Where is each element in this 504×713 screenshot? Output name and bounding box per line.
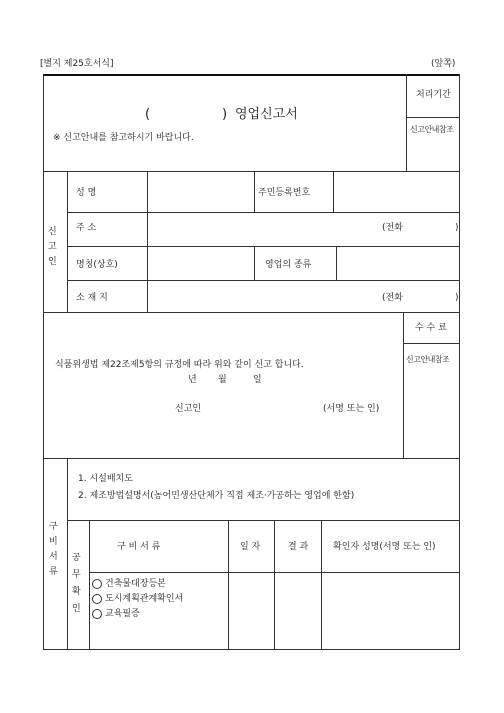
table-header-documents: 구 비 서 류 xyxy=(117,542,161,552)
documents-label-divider xyxy=(67,458,68,649)
fee-line xyxy=(403,343,460,344)
col-divider-3 xyxy=(321,520,322,649)
applicant-label-divider xyxy=(67,171,68,312)
trade-name-field[interactable] xyxy=(148,247,254,280)
documents-label-4: 류 xyxy=(49,567,58,577)
location-field[interactable] xyxy=(148,281,378,312)
date-month: 월 xyxy=(218,375,227,385)
address-label: 주 소 xyxy=(76,223,97,233)
col-divider-2 xyxy=(274,520,275,649)
verify-label-divider xyxy=(89,520,90,649)
name-field[interactable] xyxy=(148,172,254,212)
form-border-left xyxy=(43,74,44,650)
form-border-bottom xyxy=(43,649,460,650)
verify-label-4: 인 xyxy=(72,604,81,614)
documents-label-3: 서 xyxy=(49,552,58,562)
notice-text: ※ 신고안내를 참고하시기 바랍니다. xyxy=(53,133,194,143)
location-label: 소 재 지 xyxy=(76,293,108,303)
table-header-confirmer: 확인자 성명(서명 또는 인) xyxy=(333,542,436,552)
verify-item: 교육필증 xyxy=(92,606,140,619)
signer-label: 신고인 xyxy=(175,404,202,414)
section-line-2 xyxy=(43,312,460,313)
id-number-field[interactable] xyxy=(334,172,459,212)
fee-value: 신고안내참조 xyxy=(406,355,450,364)
sign-hint: (서명 또는 인) xyxy=(323,404,380,414)
fee-divider xyxy=(403,312,404,458)
processing-label: 처리기간 xyxy=(416,90,451,100)
address-field[interactable] xyxy=(148,213,378,246)
checkbox-icon[interactable] xyxy=(92,609,102,619)
title-paren-open: ( xyxy=(145,107,151,122)
trade-name-label: 명칭(상호) xyxy=(76,260,118,270)
trade-type-divider xyxy=(254,246,255,280)
location-phone-open: (전화 xyxy=(382,293,403,303)
fee-label: 수 수 료 xyxy=(415,323,447,333)
document-item: 1. 시설배치도 xyxy=(78,474,133,484)
location-phone-close: ) xyxy=(455,293,459,303)
documents-label-1: 구 xyxy=(49,522,58,532)
section-line-3 xyxy=(43,458,460,459)
form-border-top xyxy=(43,74,460,76)
address-phone-open: (전화 xyxy=(382,223,403,233)
documents-label-2: 비 xyxy=(49,537,58,547)
date-year: 년 xyxy=(188,375,197,385)
title-paren-close: ) xyxy=(222,107,228,122)
verify-label-2: 무 xyxy=(72,570,81,580)
name-label: 성 명 xyxy=(76,188,97,198)
verify-label-3: 확 xyxy=(72,587,81,597)
id-number-label: 주민등록번호 xyxy=(258,188,311,198)
verify-item: 도시계획관계확인서 xyxy=(92,591,183,604)
document-item: 2. 제조방법설명서(농어민생산단체가 직접 제조·가공하는 영업에 한함) xyxy=(78,491,355,501)
table-header-date: 일 자 xyxy=(240,542,261,552)
applicant-label-2: 고 xyxy=(48,242,57,252)
form-number: [별지 제25호서식] xyxy=(40,59,114,69)
applicant-label-3: 인 xyxy=(48,257,57,267)
table-header-result: 결 과 xyxy=(288,542,309,552)
declaration-text: 식품위생법 제22조제5항의 규정에 따라 위와 같이 신고 합니다. xyxy=(55,360,304,370)
docs-table-top xyxy=(67,520,460,521)
business-type-field[interactable] xyxy=(337,247,459,280)
address-phone-close: ) xyxy=(455,223,459,233)
date-day: 일 xyxy=(253,375,262,385)
checkbox-icon[interactable] xyxy=(92,579,102,589)
form-border-right xyxy=(459,74,460,650)
processing-divider xyxy=(406,74,407,171)
verify-label-1: 공 xyxy=(72,553,81,563)
processing-value: 신고안내참조 xyxy=(410,125,454,134)
col-divider-1 xyxy=(228,520,229,649)
applicant-label-1: 신 xyxy=(48,227,57,237)
processing-line xyxy=(406,117,460,118)
name-id-divider xyxy=(254,171,255,212)
page-side: (앞쪽) xyxy=(431,59,456,69)
verify-item: 건축물대장등본 xyxy=(92,576,166,589)
checkbox-icon[interactable] xyxy=(92,594,102,604)
business-type-label: 영업의 종류 xyxy=(265,260,312,270)
form-title: 영업신고서 xyxy=(235,107,298,122)
